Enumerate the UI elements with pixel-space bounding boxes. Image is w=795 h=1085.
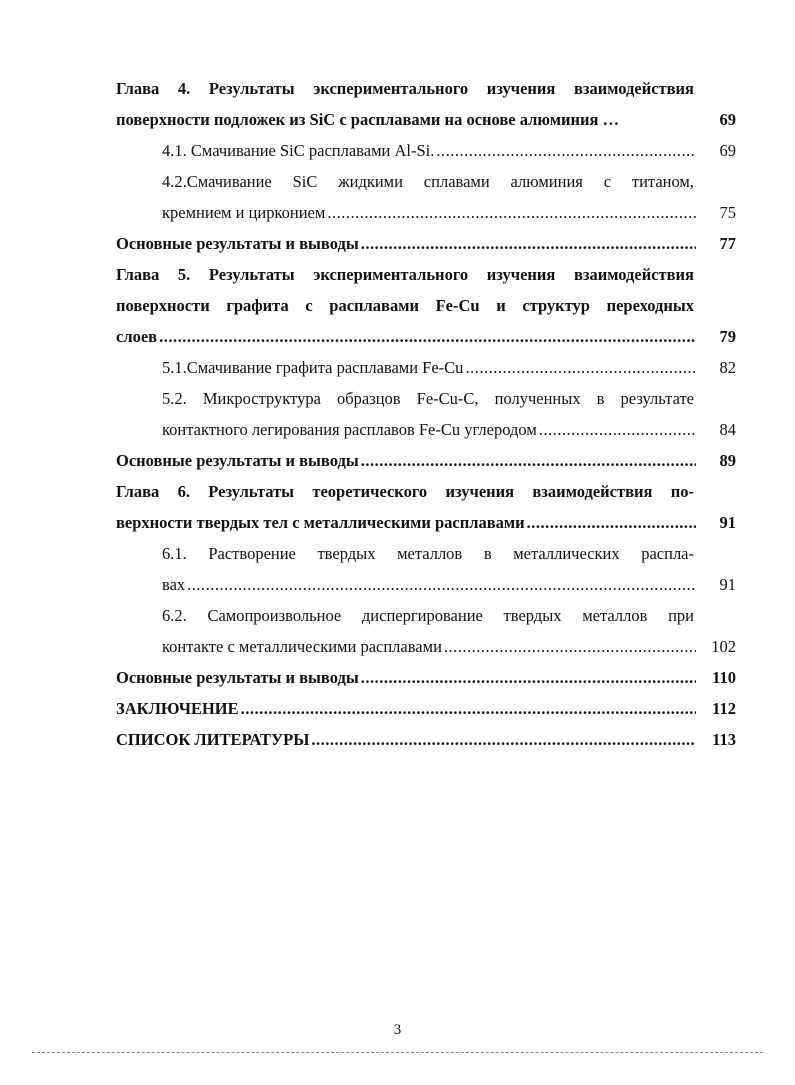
toc-section-5-1-page: 82 (719, 358, 736, 377)
toc-section-5-2-line-2: контактного легирования расплавов Fe-Cu углеродом (162, 420, 537, 439)
toc-chapter-6-page: 91 (719, 513, 736, 532)
toc-chapter-5-line-2: поверхности графита с расплавами Fe-Cu и структур переходных (116, 296, 694, 315)
toc-leader-dots (527, 507, 696, 538)
toc-results-6-page: 110 (712, 668, 736, 687)
toc-chapter-5-line-3: слоев (116, 327, 158, 346)
toc-results-4-entry[interactable] (116, 228, 736, 259)
toc-leader-dots (187, 569, 696, 600)
toc-results-5-title: Основные результаты и выводы (116, 451, 359, 470)
toc-section-4-2-page: 75 (719, 203, 736, 222)
toc-chapter-5-entry[interactable] (116, 321, 736, 352)
toc-leader-dots (159, 321, 696, 352)
toc-section-4-2-line-2: кремнием и цирконием (162, 203, 326, 222)
toc-section-6-2-entry[interactable] (162, 631, 736, 662)
toc-section-6-2-page: 102 (711, 637, 736, 656)
toc-leader-dots (444, 631, 696, 662)
toc-chapter-4-entry[interactable] (116, 104, 736, 135)
toc-leader-dots (361, 228, 696, 259)
toc-references-page: 113 (712, 730, 736, 749)
toc-section-6-1-line-1: 6.1. Растворение твердых металлов в металлических распла- (162, 544, 694, 563)
toc-chapter-6-line-1: Глава 6. Результаты теоретического изучения взаимодействия по- (116, 482, 694, 501)
page-number: 3 (393, 1022, 402, 1038)
toc-section-6-2-line-2: контакте с металлическими расплавами (162, 637, 442, 656)
toc-leader-dots (465, 352, 696, 383)
toc-results-6-title: Основные результаты и выводы (116, 668, 359, 687)
toc-leader-dots (241, 693, 696, 724)
toc-references-entry[interactable] (116, 724, 736, 755)
toc-section-4-1-title: 4.1. Смачивание SiC расплавами Al-Si. (162, 141, 435, 160)
toc-section-6-1-entry[interactable] (162, 569, 736, 600)
toc-chapter-4-line-2: поверхности подложек из SiC с расплавами на основе алюминия … (116, 110, 620, 129)
toc-leader-dots (327, 197, 696, 228)
toc-section-4-2-entry[interactable] (162, 197, 736, 228)
toc-results-5-page: 89 (719, 451, 736, 470)
toc-results-4-title: Основные результаты и выводы (116, 234, 359, 253)
toc-section-5-1-title: 5.1.Смачивание графита расплавами Fe-Cu (162, 358, 464, 377)
toc-leader-dots (311, 724, 696, 755)
toc-leader-dots (361, 445, 696, 476)
toc-section-6-1-page: 91 (719, 575, 736, 594)
toc-chapter-5-page: 79 (719, 327, 736, 346)
toc-section-4-1-entry[interactable] (162, 135, 736, 166)
toc-section-5-2-page: 84 (719, 420, 736, 439)
toc-results-4-page: 77 (719, 234, 736, 253)
toc-section-5-2-entry[interactable] (162, 414, 736, 445)
toc-references-title: СПИСОК ЛИТЕРАТУРЫ (116, 730, 310, 749)
toc-section-5-1-entry[interactable] (162, 352, 736, 383)
toc-chapter-6-line-2: верхности твердых тел с металлическими расплавами (116, 513, 525, 532)
toc-results-5-entry[interactable] (116, 445, 736, 476)
toc-chapter-4-page: 69 (719, 110, 736, 129)
toc-chapter-5-line-1: Глава 5. Результаты экспериментального изучения взаимодействия (116, 265, 694, 284)
toc-leader-dots (361, 662, 696, 693)
toc-results-6-entry[interactable] (116, 662, 736, 693)
toc-leader-dots (539, 414, 696, 445)
toc-chapter-6-entry[interactable] (116, 507, 736, 538)
toc-section-6-1-line-2: вах (162, 575, 186, 594)
toc-leader-dots (436, 135, 696, 166)
footer-divider (32, 1052, 763, 1053)
toc-section-5-2-line-1: 5.2. Микроструктура образцов Fe-Cu-C, полученных в результате (162, 389, 694, 408)
toc-section-4-1-page: 69 (719, 141, 736, 160)
toc-chapter-4-line-1: Глава 4. Результаты экспериментального изучения взаимодействия (116, 79, 694, 98)
toc-conclusion-page: 112 (712, 699, 736, 718)
toc-section-4-2-line-1: 4.2.Смачивание SiC жидкими сплавами алюминия с титаном, (162, 172, 694, 191)
toc-conclusion-title: ЗАКЛЮЧЕНИЕ (116, 699, 239, 718)
toc-section-6-2-line-1: 6.2. Самопроизвольное диспергирование твердых металлов при (162, 606, 694, 625)
toc-conclusion-entry[interactable] (116, 693, 736, 724)
